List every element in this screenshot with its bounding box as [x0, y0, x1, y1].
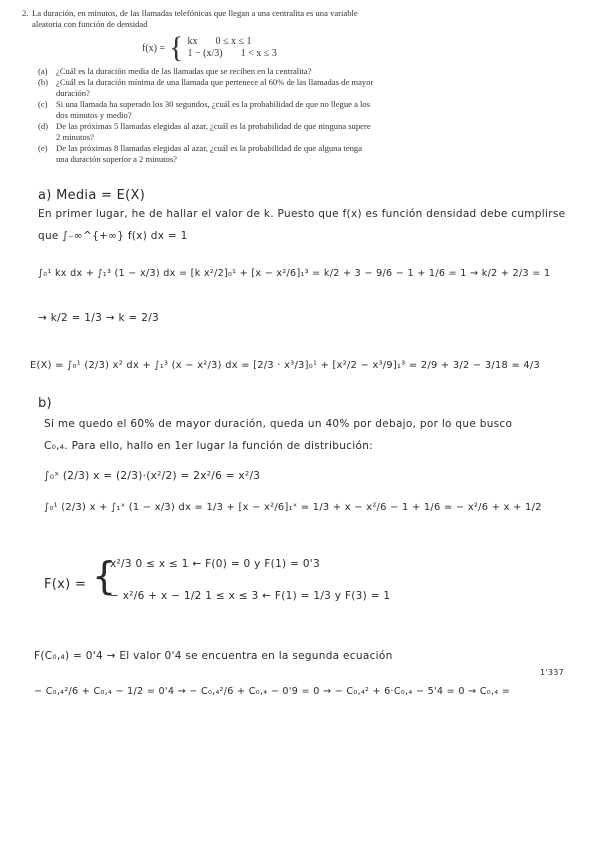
handwritten-line: C₀,₄. Para ello, hallo en 1er lugar la función de distribución:: [44, 440, 373, 452]
question-item: (d) De las próximas 5 llamadas elegidas al azar, ¿cuál es la probabilidad de que ninguna supere 2 minutos?: [38, 121, 371, 142]
case2-expr: 1 − (x/3): [187, 48, 223, 59]
handwritten-line: 1'337: [540, 668, 565, 677]
handwritten-line: En primer lugar, he de hallar el valor de k. Puesto que f(x) es función densidad debe cumplirse: [38, 208, 566, 220]
question-item: (c) Si una llamada ha superado los 30 segundos, ¿cuál es la probabilidad de que no llegue a los dos minutos y medio?: [38, 99, 371, 120]
printed-problem: [22, 8, 374, 165]
handwritten-line: E(X) = ∫₀¹ (2/3) x² dx + ∫₁³ (x − x²/3) dx = [2/3 · x³/3]₀¹ + [x²/2 − x³/9]₁³ = 2/9 + 3/2 − 3/18 = 4/3: [30, 360, 541, 371]
handwritten-line: x²/3 0 ≤ x ≤ 1 ← F(0) = 0 y F(1) = 0'3: [110, 558, 320, 570]
handwritten-line: − C₀,₄²/6 + C₀,₄ − 1/2 = 0'4 → − C₀,₄²/6 + C₀,₄ − 0'9 = 0 → − C₀,₄² + 6·C₀,₄ − 5'4 = 0 → C₀,₄ =: [34, 686, 511, 697]
handwritten-line: que ∫₋∞^{+∞} f(x) dx = 1: [38, 230, 188, 242]
handwritten-line: a) Media = E(X): [38, 188, 146, 203]
handwritten-line: ∫₀¹ kx dx + ∫₁³ (1 − x/3) dx = [k x²/2]₀¹ + [x − x²/6]₁³ = k/2 + 3 − 9/6 − 1 + 1/6 = 1 → k/2 + 2/3 = 1: [38, 268, 551, 279]
formula-lhs: f(x) =: [142, 42, 166, 54]
handwritten-line: b): [38, 396, 52, 411]
case1-cond: 0 ≤ x ≤ 1: [215, 36, 252, 47]
brace-icon: {: [169, 31, 184, 64]
handwritten-line: Si me quedo el 60% de mayor duración, queda un 40% por debajo, por lo que busco: [44, 418, 513, 430]
case1-expr: kx: [187, 36, 198, 47]
question-item: (e) De las próximas 8 llamadas elegidas al azar, ¿cuál es la probabilidad de que alguna tenga una duración superior a 2 minutos?: [38, 143, 363, 164]
statement-line-2: aleatoria con función de densidad: [32, 19, 148, 29]
handwritten-line: ∫₀ˣ (2/3) x = (2/3)·(x²/2) = 2x²/6 = x²/3: [44, 470, 261, 482]
handwritten-line: − x²/6 + x − 1/2 1 ≤ x ≤ 3 ← F(1) = 1/3 y F(3) = 1: [110, 590, 391, 602]
handwritten-line: ∫₀¹ (2/3) x + ∫₁ˣ (1 − x/3) dx = 1/3 + [x − x²/6]₁ˣ = 1/3 + x − x²/6 − 1 + 1/6 = − x²/6 + x + 1/2: [44, 502, 542, 513]
question-item: (a) ¿Cuál es la duración media de las llamadas que se reciben en la centralita?: [38, 66, 312, 76]
handwritten-line: F(C₀,₄) = 0'4 → El valor 0'4 se encuentra en la segunda ecuación: [34, 650, 393, 662]
density-formula: [142, 31, 374, 64]
statement-line-1: La duración, en minutos, de las llamadas telefónicas que llegan a una centralita es una variable: [32, 8, 358, 18]
question-item: (b) ¿Cuál es la duración mínima de una llamada que pertenece al 60% de las llamadas de mayor duración?: [38, 77, 374, 98]
case2-cond: 1 < x ≤ 3: [240, 48, 277, 59]
brace-icon: {: [92, 554, 117, 598]
problem-number: 2.: [22, 8, 29, 18]
handwritten-line: F(x) =: [44, 577, 87, 592]
problem-statement: [22, 8, 374, 30]
handwritten-line: → k/2 = 1/3 → k = 2/3: [38, 312, 160, 324]
formula-cases: [188, 36, 277, 60]
